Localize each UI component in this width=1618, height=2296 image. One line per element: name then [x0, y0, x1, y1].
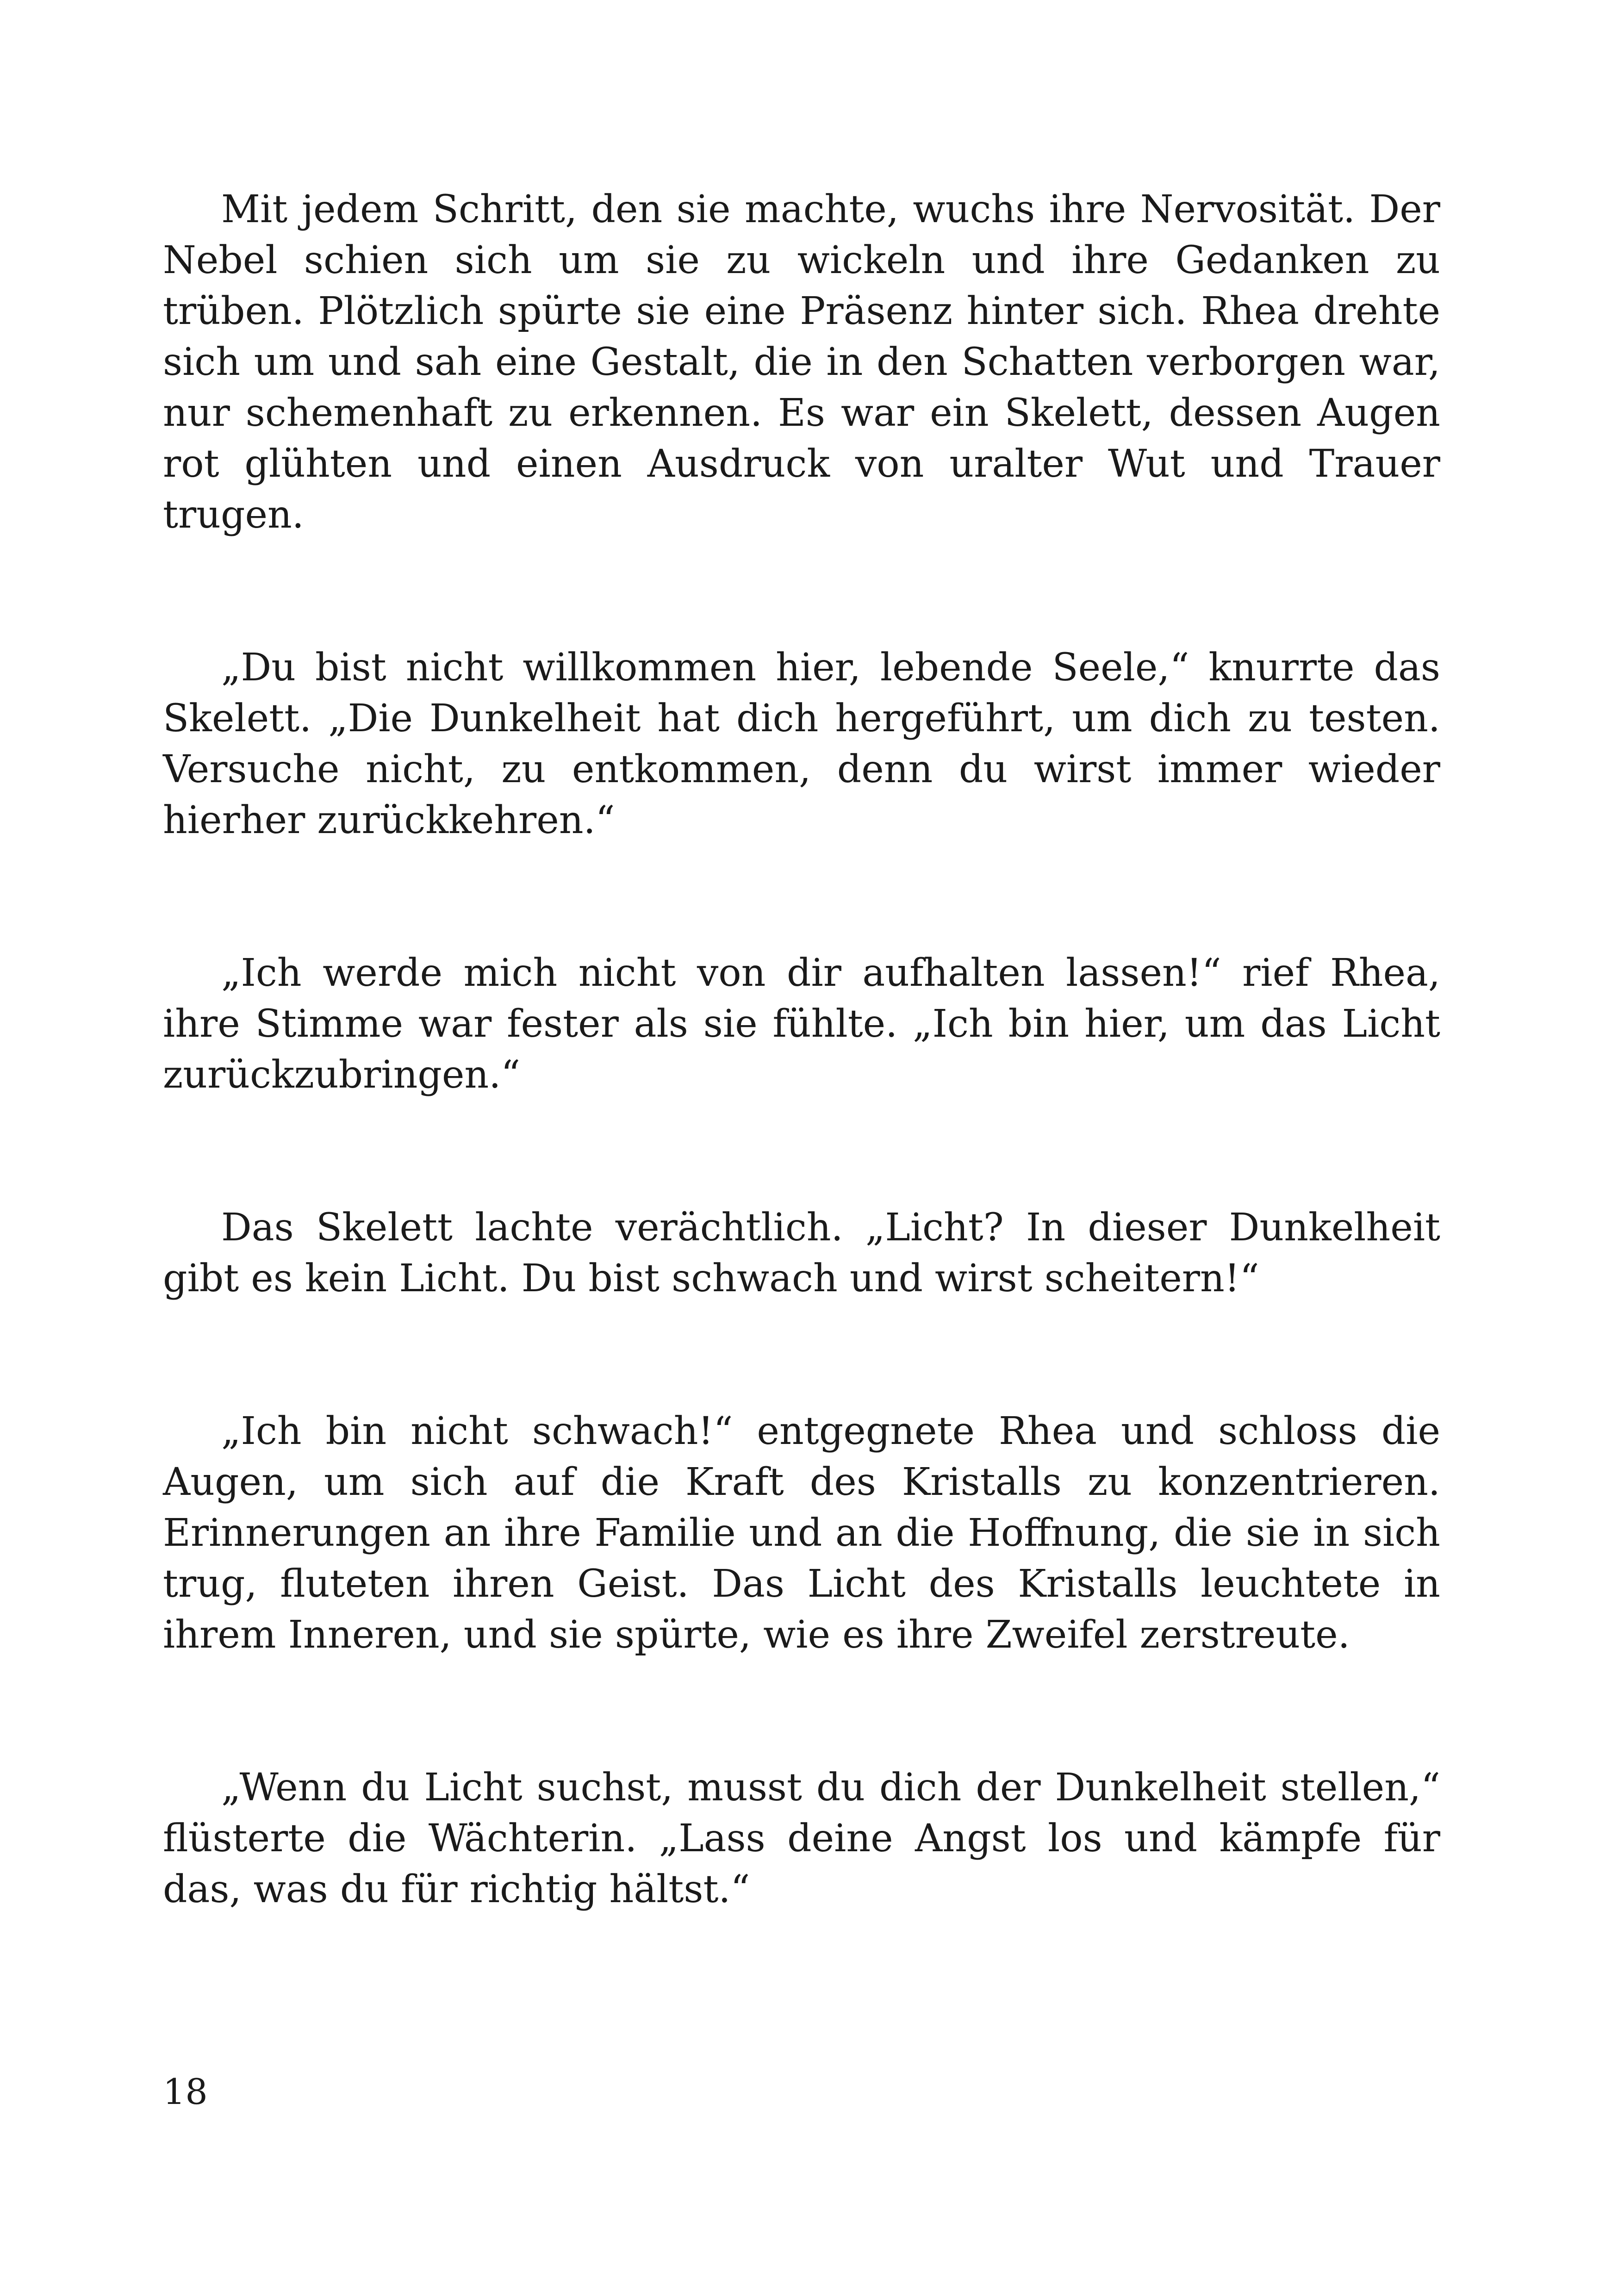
paragraph-6: „Wenn du Licht suchst, musst du dich der Dunkelheit stellen,“ flüsterte die Wächterin. „Lass deine Angst los und kämpfe für das, was du für richtig hältst.“	[163, 1766, 1440, 1911]
paragraph-3: „Ich werde mich nicht von dir aufhalten lassen!“ rief Rhea, ihre Stimme war fester als sie fühlte. „Ich bin hier, um das Licht zurückzubringen.“	[163, 951, 1440, 1097]
page-number: 18	[163, 2071, 208, 2112]
paragraph-4: Das Skelett lachte verächtlich. „Licht? In dieser Dunkelheit gibt es kein Licht. Du bist schwach und wirst scheitern!“	[163, 1206, 1440, 1300]
paragraph-1: Mit jedem Schritt, den sie machte, wuchs ihre Nervosität. Der Nebel schien sich um sie zu wickeln und ihre Gedanken zu trüben. Plötzlich spürte sie eine Präsenz hinter sich. Rhea drehte sich um und sah eine Gestalt, die in den Schatten verborgen war, nur schemenhaft zu erkennen. Es war ein Skelett, dessen Augen rot glühten und einen Ausdruck von uralter Wut und Trauer trugen.	[163, 187, 1440, 537]
paragraph-2: „Du bist nicht willkommen hier, lebende Seele,“ knurrte das Skelett. „Die Dunkelheit hat dich hergeführt, um dich zu testen. Versuche nicht, zu entkommen, denn du wirst immer wieder hierher zurückkehren.“	[163, 646, 1440, 842]
body-text	[163, 184, 1440, 1915]
paragraph-5: „Ich bin nicht schwach!“ entgegnete Rhea und schloss die Augen, um sich auf die Kraft des Kristalls zu konzentrieren. Erinnerungen an ihre Familie und an die Hoffnung, die sie in sich trug, fluteten ihren Geist. Das Licht des Kristalls leuchtete in ihrem Inneren, und sie spürte, wie es ihre Zweifel zerstreute.	[163, 1409, 1440, 1657]
